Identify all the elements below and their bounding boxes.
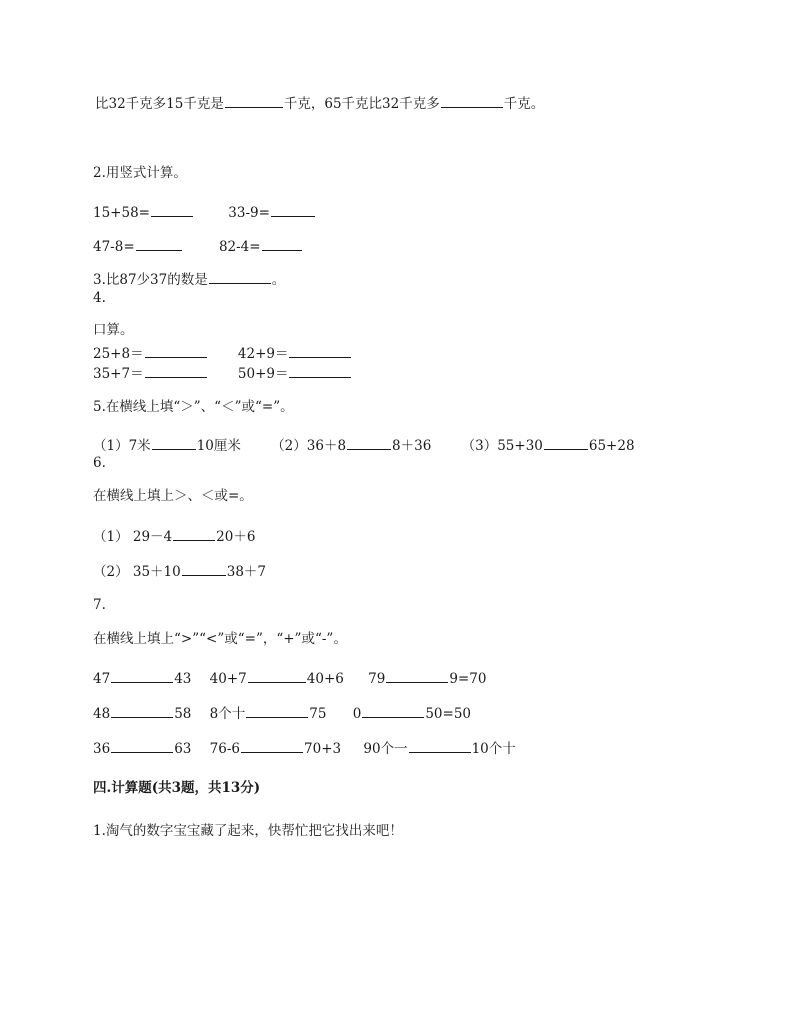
q2-row-2 <box>93 236 303 256</box>
text: 比32千克多15千克是 <box>95 96 224 112</box>
question-3 <box>93 269 285 289</box>
expression: 35+7＝ <box>93 366 144 382</box>
item: 8个十 <box>209 706 246 722</box>
answer-blank[interactable] <box>173 526 215 541</box>
answer-blank[interactable] <box>182 561 226 576</box>
q5-items <box>93 435 635 455</box>
answer-blank[interactable] <box>409 738 471 753</box>
answer-blank[interactable] <box>136 236 182 251</box>
item: 70+3 <box>304 741 342 757</box>
q2-row-1 <box>93 202 316 222</box>
answer-blank[interactable] <box>248 668 306 683</box>
section-4-question-1: 1.淘气的数字宝宝藏了起来，快帮忙把它找出来吧！ <box>93 823 403 839</box>
answer-blank[interactable] <box>362 703 424 718</box>
question-4-title: 口算。 <box>93 322 134 338</box>
answer-blank[interactable] <box>289 343 351 358</box>
item: （2）36＋8 <box>271 438 347 454</box>
q6-item-1 <box>93 526 255 546</box>
question-5-title: 5.在横线上填“＞”、“＜”或“=”。 <box>93 399 294 415</box>
answer-blank[interactable] <box>289 363 351 378</box>
section-4-heading: 四.计算题(共3题，共13分) <box>93 780 261 796</box>
item: （2） 35＋10 <box>93 564 181 580</box>
expression: 82-4= <box>218 239 261 255</box>
q4-row-2 <box>93 363 352 383</box>
item: 8＋36 <box>392 438 432 454</box>
item: 76-6 <box>209 741 241 757</box>
item: （1）7米 <box>93 438 151 454</box>
question-7-title: 在横线上填上“>”“<”或“=”，“+”或“-”。 <box>93 631 347 647</box>
answer-blank[interactable] <box>271 202 315 217</box>
text: 3.比87少37的数是 <box>93 272 208 288</box>
answer-blank[interactable] <box>145 343 207 358</box>
answer-blank[interactable] <box>441 93 503 108</box>
expression: 33-9= <box>228 205 270 221</box>
q7-row-2 <box>93 703 471 723</box>
answer-blank[interactable] <box>347 435 391 450</box>
answer-blank[interactable] <box>544 435 588 450</box>
q6-item-2 <box>93 561 266 581</box>
item: 63 <box>174 741 192 757</box>
expression: 25+8＝ <box>93 346 144 362</box>
item: 38＋7 <box>226 564 267 580</box>
expression: 47-8= <box>93 239 135 255</box>
item: 58 <box>174 706 192 722</box>
item: （3）55+30 <box>461 438 543 454</box>
item: 50=50 <box>425 706 472 722</box>
question-6-number: 6. <box>93 455 106 471</box>
item: 36 <box>93 741 111 757</box>
question-2-title: 2.用竖式计算。 <box>93 165 187 181</box>
text: 千克，65千克比32千克多 <box>283 96 440 112</box>
item: 9=70 <box>449 671 487 687</box>
answer-blank[interactable] <box>111 668 173 683</box>
answer-blank[interactable] <box>225 93 283 108</box>
item: 79 <box>368 671 386 687</box>
item: 48 <box>93 706 111 722</box>
answer-blank[interactable] <box>145 363 207 378</box>
text: 。 <box>271 272 286 288</box>
answer-blank[interactable] <box>262 236 302 251</box>
answer-blank[interactable] <box>209 269 271 284</box>
question-6-title: 在横线上填上＞、＜或=。 <box>93 488 253 504</box>
answer-blank[interactable] <box>111 738 173 753</box>
q7-row-3 <box>93 738 516 758</box>
item: 0 <box>352 706 362 722</box>
item: 40+7 <box>209 671 247 687</box>
question-4-number: 4. <box>93 290 106 306</box>
q7-row-1 <box>93 668 486 688</box>
answer-blank[interactable] <box>111 703 173 718</box>
item: 65+28 <box>588 438 635 454</box>
item: 43 <box>174 671 192 687</box>
answer-blank[interactable] <box>386 668 448 683</box>
item: 10厘米 <box>196 438 241 454</box>
question-7-number: 7. <box>93 597 106 613</box>
item: 10个十 <box>471 741 516 757</box>
fill-blank-weight-line <box>95 93 544 113</box>
item: （1） 29－4 <box>93 529 173 545</box>
item: 40+6 <box>306 671 344 687</box>
answer-blank[interactable] <box>241 738 303 753</box>
text: 千克。 <box>503 96 545 112</box>
answer-blank[interactable] <box>151 202 193 217</box>
expression: 42+9＝ <box>237 346 289 362</box>
item: 75 <box>309 706 327 722</box>
item: 20＋6 <box>216 529 256 545</box>
expression: 15+58= <box>93 205 150 221</box>
q4-row-1 <box>93 343 352 363</box>
item: 90个一 <box>363 741 408 757</box>
answer-blank[interactable] <box>152 435 196 450</box>
expression: 50+9＝ <box>237 366 289 382</box>
item: 47 <box>93 671 111 687</box>
answer-blank[interactable] <box>246 703 308 718</box>
